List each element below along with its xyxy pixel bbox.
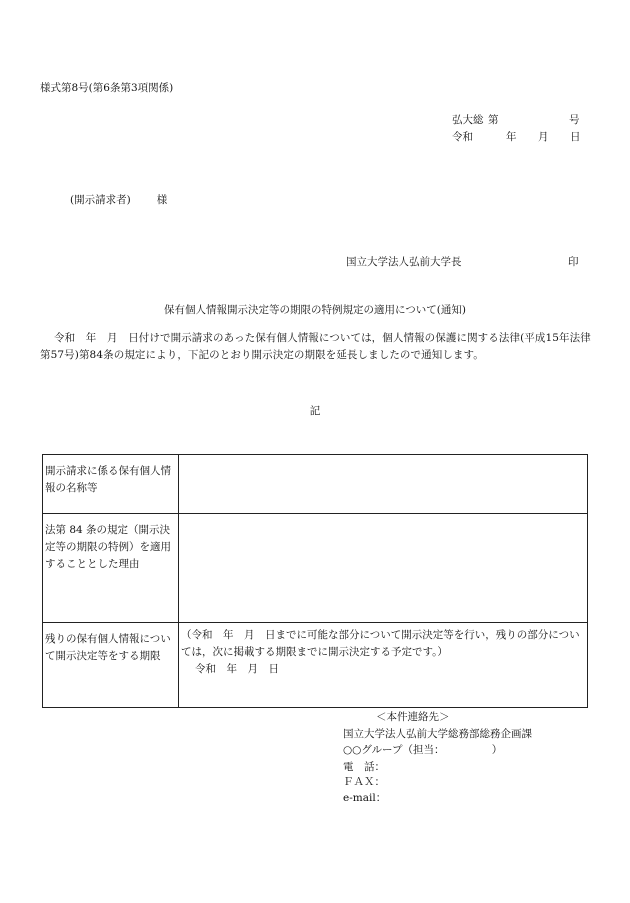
deadline-date: 令和 年 月 日 [195,663,279,675]
form-number: 様式第8号(第6条第3項関係) [40,82,174,94]
contact-phone: 電 話： [343,761,385,773]
date-year-unit: 年 [506,131,517,143]
date-era: 令和 [452,131,473,143]
table-header-cell: 開示請求に係る保有個人情報の名称等 [43,455,179,514]
table-row [43,623,588,708]
contact-group: ○○グループ（担当： ） [343,744,503,756]
addressee-honorific: 様 [156,194,168,206]
date-day-unit: 日 [570,131,581,143]
contact-email: e-mail： [343,792,387,804]
body-text: 令和 年 月 日付けで開示請求のあった保有個人情報については，個人情報の保護に関する法律(平成15年法律第57号)第84条の規定により，下記のとおり開示決定の期限を延長しましたので通知します。 [40,332,591,361]
info-table [42,454,588,708]
date-month-unit: 月 [538,131,549,143]
reference-go: 号 [569,114,580,126]
deadline-note: （令和 年 月 日までに可能な部分について開示決定等を行い，残りの部分については，次に掲載する期限までに開示決定する予定です。） [181,629,580,658]
addressee [70,192,167,207]
sender-name: 国立大学法人弘前大学長 [346,256,462,268]
table-value-cell [179,514,588,623]
addressee-label: (開示請求者) [70,194,131,206]
table-value-cell [179,623,588,708]
table-header-cell: 法第 84 条の規定（開示決定等の期限の特例）を適用することとした理由 [43,514,179,623]
table-header-cell: 残りの保有個人情報について開示決定等をする期限 [43,623,179,708]
document-title: 保有個人情報開示決定等の期限の特例規定の適用について(通知) [164,304,466,316]
reference-prefix: 弘大総 [452,114,484,126]
contact-department: 国立大学法人弘前大学総務部総務企画課 [343,728,532,740]
sender-seal: 印 [568,256,579,268]
table-row [43,455,588,514]
table-row [43,514,588,623]
contact-fax: ＦＡＸ： [343,776,385,788]
reference-dai: 第 [488,114,499,126]
table-value-cell [179,455,588,514]
ki-heading: 記 [309,405,321,417]
contact-heading: ＜本件連絡先＞ [376,711,450,723]
